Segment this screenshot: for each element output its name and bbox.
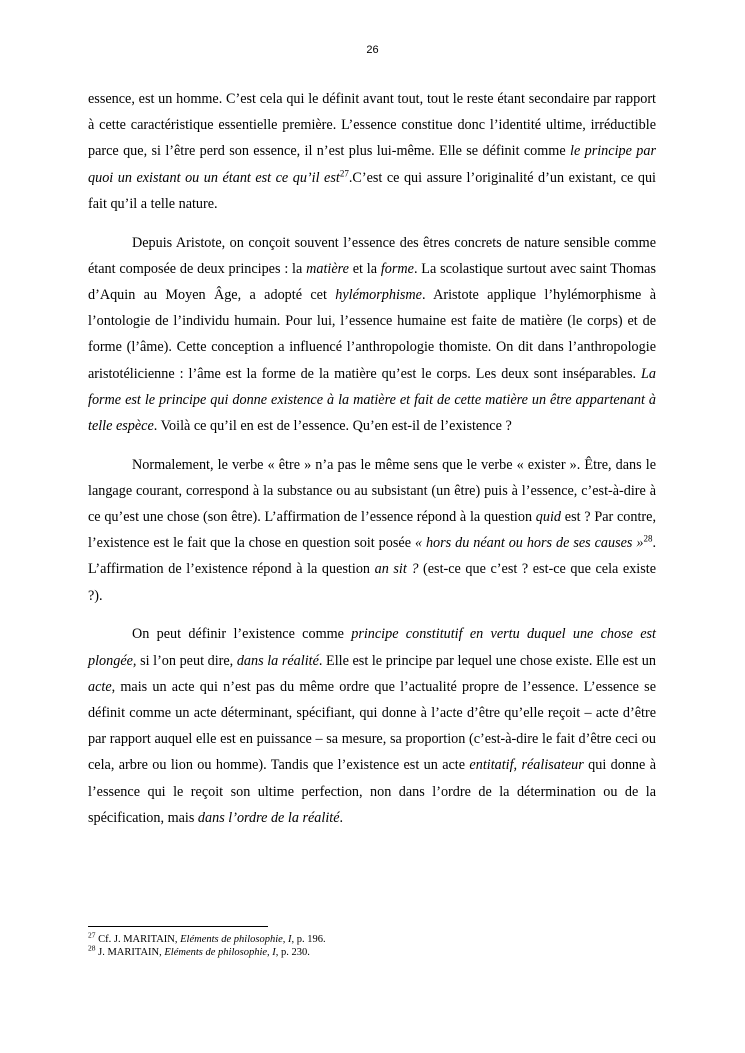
footnote-separator — [88, 926, 268, 927]
text-run: . La scolastique surtout avec saint Thomas d’Aquin au Moyen Âge, a adopté cet — [88, 260, 656, 303]
italic-text: dans la réalité — [236, 652, 319, 669]
footnote — [88, 930, 656, 946]
paragraph — [88, 230, 656, 440]
footnote-ref: 28 — [643, 533, 653, 544]
text-run: . Aristote applique l’hylémorphisme à l’ontologie de l’individu humain. Pour lui, l’essence humaine est faite de matière (le corps) et de forme (l’âme). Cette conception a influencé l’anthropologie thomiste. On dit dans l’anthropologie aristotélicienne : l’âme est la forme de la matière qu’est le corps. Les deux sont inséparables. — [88, 286, 656, 382]
text-run: Cf. J. MARITAIN, — [95, 934, 181, 945]
text-run: (est-ce que c’est ? est-ce que cela existe ?). — [88, 561, 656, 604]
footnote — [88, 943, 656, 959]
italic-text: hylémorphisme — [335, 286, 422, 303]
italic-text: Eléments de philosophie, I — [180, 934, 292, 945]
italic-text: La forme est le principe qui donne existence à la matière et fait de cette matière un être appartenant à telle espèce — [88, 365, 656, 434]
text-run: .C’est ce qui assure l’originalité d’un existant, ce qui fait qu’il a telle nature. — [88, 169, 656, 212]
paragraph — [88, 452, 656, 609]
text-run: . — [339, 809, 344, 826]
text-run: essence, est un homme. C’est cela qui le définit avant tout, tout le reste étant secondaire par rapport à cette caractéristique essentielle première. L’essence constitue donc l’identité ultime, irréductible parce que, si l’être perd son essence, il n’est plus lui-même. Elle se définit comme — [88, 91, 656, 160]
text-run: si l’on peut dire, — [136, 652, 237, 669]
italic-text: « hors du néant ou hors de ses causes » — [414, 535, 644, 552]
italic-text: an sit ? — [374, 561, 419, 578]
body-text — [88, 86, 656, 843]
text-run: , p. 230. — [275, 947, 310, 958]
italic-text: Eléments de philosophie, I — [164, 947, 276, 958]
text-run: , mais un acte qui n’est pas du même ordre que l’actualité propre de l’essence. L’essence se définit comme un acte déterminant, spécifiant, qui donne à l’acte d’être qu’elle reçoit – acte d’être par rapport auquel elle est en puissance – sa mesure, sa proportion (c’est-à-dire le fait d’être ceci ou cela, arbre ou lion ou homme). Tandis que l’existence est un acte — [88, 678, 656, 774]
italic-text: quid — [535, 509, 562, 526]
footnote-ref: 27 — [339, 167, 349, 178]
italic-text: entitatif, réalisateur — [469, 757, 584, 774]
text-run: On peut définir l’existence comme — [132, 626, 352, 643]
text-run: est ? Par contre, l’existence est le fait que la chose en question soit posée — [88, 509, 656, 552]
italic-text: acte — [88, 678, 112, 695]
italic-text: principe constitutif en vertu duquel une chose est plongée, — [88, 626, 656, 669]
text-run: . L’affirmation de l’existence répond à la question — [88, 535, 656, 578]
paragraph — [88, 621, 656, 831]
italic-text: dans l’ordre de la réalité — [197, 809, 340, 826]
italic-text: forme — [380, 260, 414, 277]
text-run: . Elle est le principe par lequel une chose existe. Elle est un — [318, 652, 656, 669]
footnote-number: 28 — [88, 943, 96, 953]
text-run: J. MARITAIN, — [95, 947, 165, 958]
footnote-number: 27 — [88, 930, 96, 940]
text-run: . Voilà ce qu’il en est de l’essence. Qu’en est-il de l’existence ? — [153, 417, 512, 434]
text-run: qui donne à l’essence qui le reçoit son ultime perfection, non dans l’ordre de la détermination ou de la spécification, mais — [88, 757, 656, 826]
text-run: Depuis Aristote, on conçoit souvent l’essence des êtres concrets de nature sensible comme étant composée de deux principes : la — [88, 234, 656, 277]
italic-text: matière — [306, 260, 349, 277]
italic-text: le principe par quoi un existant ou un étant est ce qu’il est — [88, 143, 656, 186]
paragraph — [88, 86, 656, 217]
page-number: 26 — [366, 44, 379, 56]
text-run: et la — [348, 260, 381, 277]
footnotes — [88, 930, 656, 959]
text-run: Normalement, le verbe « être » n’a pas le même sens que le verbe « exister ». Être, dans le langage courant, correspond à la substance ou au subsistant (un être) puis à l’essence, c’est-à-dire à ce qu’est une chose (son être). L’affirmation de l’essence répond à la question — [88, 456, 656, 526]
text-run: , p. 196. — [291, 934, 326, 945]
